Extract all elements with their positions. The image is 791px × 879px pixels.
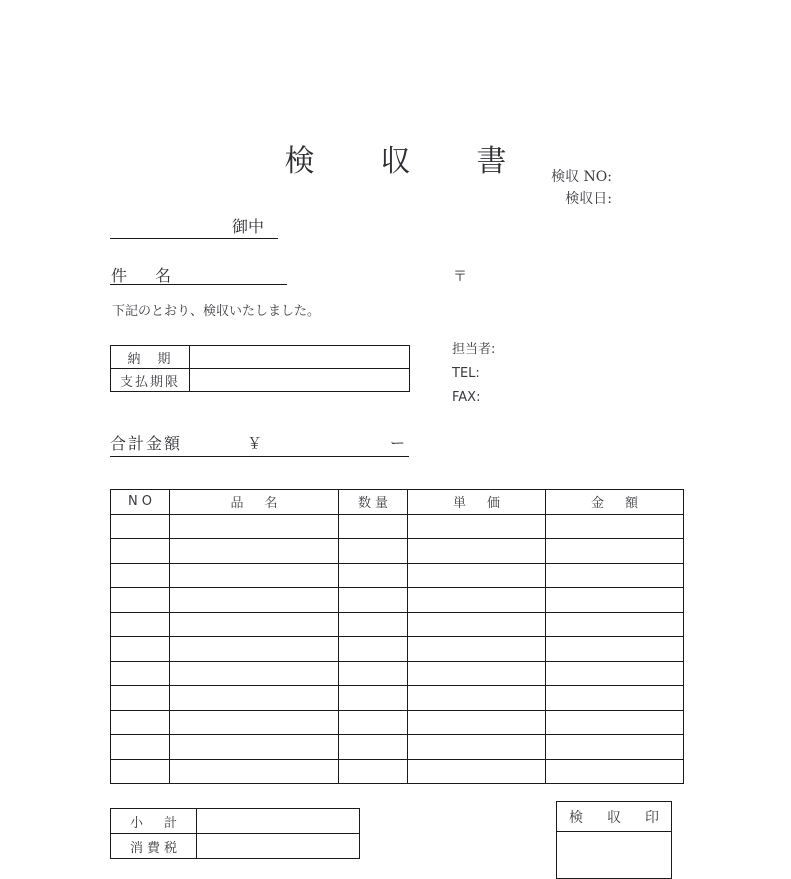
table-row	[111, 369, 410, 392]
item-name-cell[interactable]	[170, 759, 339, 784]
item-no-cell[interactable]	[111, 612, 170, 637]
subtotal-field[interactable]	[197, 809, 360, 834]
item-qty-cell[interactable]	[339, 710, 408, 735]
item-no-cell[interactable]	[111, 661, 170, 686]
tax-field[interactable]	[197, 834, 360, 859]
table-row	[111, 661, 684, 686]
item-qty-cell[interactable]	[339, 612, 408, 637]
table-row	[557, 802, 672, 832]
table-row	[557, 832, 672, 879]
item-no-cell[interactable]	[111, 563, 170, 588]
document-meta	[420, 166, 612, 210]
item-no-cell[interactable]	[111, 514, 170, 539]
inspection-stamp-box	[556, 801, 672, 879]
item-no-cell[interactable]	[111, 735, 170, 760]
table-row	[111, 834, 360, 859]
item-name-cell[interactable]	[170, 514, 339, 539]
contact-fax-label: FAX:	[452, 390, 481, 405]
column-header-no: NO	[111, 490, 170, 515]
item-qty-cell[interactable]	[339, 637, 408, 662]
table-row	[111, 735, 684, 760]
tax-label: 消費税	[111, 834, 197, 859]
table-row	[111, 710, 684, 735]
postal-mark-icon: 〒	[453, 269, 467, 285]
total-amount-label: 合計金額	[110, 434, 183, 453]
inspection-stamp-label: 検 収 印	[557, 802, 672, 832]
item-amount-cell[interactable]	[546, 563, 684, 588]
table-row	[111, 588, 684, 613]
item-name-cell[interactable]	[170, 563, 339, 588]
table-row	[111, 637, 684, 662]
inspection-no-label: 検収 NO:	[551, 169, 612, 185]
item-qty-cell[interactable]	[339, 563, 408, 588]
item-no-cell[interactable]	[111, 637, 170, 662]
contact-tel-label: TEL:	[452, 366, 480, 381]
item-price-cell[interactable]	[408, 539, 546, 564]
item-name-cell[interactable]	[170, 735, 339, 760]
item-price-cell[interactable]	[408, 514, 546, 539]
item-name-cell[interactable]	[170, 539, 339, 564]
item-name-cell[interactable]	[170, 588, 339, 613]
page-title: 検 収 書	[284, 144, 525, 179]
item-price-cell[interactable]	[408, 637, 546, 662]
item-amount-cell[interactable]	[546, 686, 684, 711]
inspection-stamp-area[interactable]	[557, 832, 672, 879]
item-amount-cell[interactable]	[546, 588, 684, 613]
subject-label: 件 名	[111, 266, 178, 285]
item-amount-cell[interactable]	[546, 661, 684, 686]
table-row	[111, 514, 684, 539]
column-header-name: 品 名	[170, 490, 339, 515]
item-price-cell[interactable]	[408, 588, 546, 613]
table-row	[111, 759, 684, 784]
item-price-cell[interactable]	[408, 686, 546, 711]
item-price-cell[interactable]	[408, 612, 546, 637]
item-qty-cell[interactable]	[339, 759, 408, 784]
summary-table	[110, 808, 360, 859]
column-header-price: 単 価	[408, 490, 546, 515]
table-row	[111, 612, 684, 637]
item-amount-cell[interactable]	[546, 735, 684, 760]
statement-text: 下記のとおり、検収いたしました。	[112, 304, 321, 319]
item-amount-cell[interactable]	[546, 710, 684, 735]
currency-symbol: ￥	[247, 434, 263, 452]
item-qty-cell[interactable]	[339, 735, 408, 760]
item-no-cell[interactable]	[111, 539, 170, 564]
item-name-cell[interactable]	[170, 686, 339, 711]
delivery-date-label: 納 期	[111, 346, 190, 369]
contact-block	[452, 338, 495, 410]
item-amount-cell[interactable]	[546, 612, 684, 637]
item-no-cell[interactable]	[111, 686, 170, 711]
item-qty-cell[interactable]	[339, 686, 408, 711]
item-price-cell[interactable]	[408, 563, 546, 588]
delivery-date-field[interactable]	[190, 346, 410, 369]
item-amount-cell[interactable]	[546, 539, 684, 564]
item-amount-cell[interactable]	[546, 514, 684, 539]
items-table-header-row	[111, 490, 684, 515]
item-name-cell[interactable]	[170, 661, 339, 686]
item-qty-cell[interactable]	[339, 588, 408, 613]
item-name-cell[interactable]	[170, 710, 339, 735]
item-amount-cell[interactable]	[546, 637, 684, 662]
item-price-cell[interactable]	[408, 759, 546, 784]
item-no-cell[interactable]	[111, 588, 170, 613]
total-amount-row	[110, 430, 409, 457]
item-no-cell[interactable]	[111, 710, 170, 735]
item-name-cell[interactable]	[170, 612, 339, 637]
subtotal-label: 小 計	[111, 809, 197, 834]
items-table	[110, 489, 684, 784]
table-row	[111, 686, 684, 711]
item-amount-cell[interactable]	[546, 759, 684, 784]
item-qty-cell[interactable]	[339, 514, 408, 539]
column-header-amount: 金 額	[546, 490, 684, 515]
total-amount-dash: ー	[389, 434, 405, 452]
column-header-qty: 数量	[339, 490, 408, 515]
item-qty-cell[interactable]	[339, 539, 408, 564]
item-price-cell[interactable]	[408, 735, 546, 760]
table-row	[111, 346, 410, 369]
item-price-cell[interactable]	[408, 661, 546, 686]
contact-person-label: 担当者:	[452, 342, 496, 357]
terms-table	[110, 345, 410, 392]
item-no-cell[interactable]	[111, 759, 170, 784]
payment-due-label: 支払期限	[111, 369, 190, 392]
item-name-cell[interactable]	[170, 637, 339, 662]
item-qty-cell[interactable]	[339, 661, 408, 686]
item-price-cell[interactable]	[408, 710, 546, 735]
table-row	[111, 809, 360, 834]
table-row	[111, 563, 684, 588]
table-row	[111, 539, 684, 564]
inspection-date-label: 検収日:	[565, 191, 612, 207]
addressee-honorific: 御中	[232, 217, 265, 236]
payment-due-field[interactable]	[190, 369, 410, 392]
